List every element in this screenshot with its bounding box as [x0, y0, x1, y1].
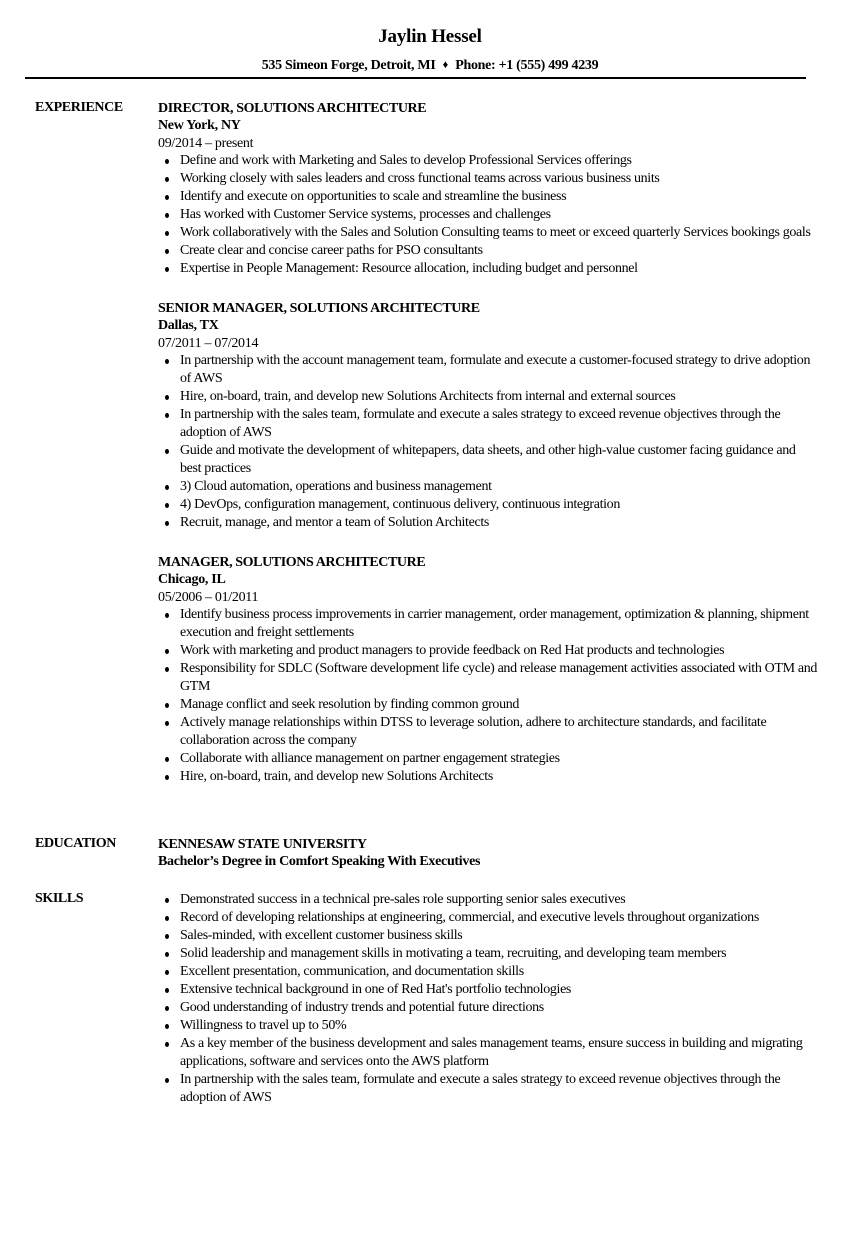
section-label-experience: EXPERIENCE	[35, 100, 123, 115]
school-name: KENNESAW STATE UNIVERSITY	[158, 837, 367, 852]
job-bullets	[158, 152, 818, 278]
bullet-item	[158, 768, 818, 786]
bullet-icon	[165, 195, 169, 200]
address: 535 Simeon Forge, Detroit, MI	[261, 58, 436, 73]
bullet-text: Work collaboratively with the Sales and Solution Consulting teams to meet or exceed quarterly Services bookings goals	[180, 225, 811, 240]
bullet-item	[158, 406, 818, 442]
bullet-item	[158, 388, 818, 406]
bullet-icon	[165, 267, 169, 272]
bullet-text: 3) Cloud automation, operations and business management	[180, 479, 492, 494]
job-entry	[158, 554, 818, 786]
bullet-item	[158, 660, 818, 696]
bullet-icon	[165, 359, 169, 364]
bullet-icon	[165, 916, 169, 921]
bullet-text: Collaborate with alliance management on partner engagement strategies	[180, 751, 560, 766]
bullet-text: Working closely with sales leaders and cross functional teams across various business units	[180, 171, 660, 186]
bullet-text: Has worked with Customer Service systems, processes and challenges	[180, 207, 551, 222]
skills-body	[158, 891, 818, 1107]
bullet-icon	[165, 1024, 169, 1029]
bullet-item	[158, 714, 818, 750]
bullet-item	[158, 188, 818, 206]
job-title: SENIOR MANAGER, SOLUTIONS ARCHITECTURE	[158, 301, 480, 316]
job-title: MANAGER, SOLUTIONS ARCHITECTURE	[158, 555, 426, 570]
bullet-item	[158, 260, 818, 278]
contact-line	[0, 58, 860, 74]
bullet-text: In partnership with the sales team, formulate and execute a sales strategy to exceed revenue objectives through the adoption of AWS	[180, 407, 781, 440]
job-title: DIRECTOR, SOLUTIONS ARCHITECTURE	[158, 101, 427, 116]
bullet-icon	[165, 521, 169, 526]
job-entry	[158, 300, 818, 532]
skill-text: Willingness to travel up to 50%	[180, 1018, 347, 1033]
bullet-item	[158, 224, 818, 242]
skill-item	[158, 909, 818, 927]
job-bullets	[158, 606, 818, 786]
skill-item	[158, 1071, 818, 1107]
skill-text: Sales-minded, with excellent customer business skills	[180, 928, 463, 943]
job-location: Chicago, IL	[158, 572, 226, 587]
header-divider	[25, 77, 806, 79]
bullet-text: Manage conflict and seek resolution by finding common ground	[180, 697, 520, 712]
bullet-text: Recruit, manage, and mentor a team of Solution Architects	[180, 515, 489, 530]
skill-text: Demonstrated success in a technical pre-sales role supporting senior sales executives	[180, 892, 626, 907]
bullet-item	[158, 478, 818, 496]
section-label-skills: SKILLS	[35, 891, 84, 906]
bullet-text: Define and work with Marketing and Sales to develop Professional Services offerings	[180, 153, 632, 168]
bullet-icon	[165, 898, 169, 903]
job-location: Dallas, TX	[158, 318, 219, 333]
bullet-item	[158, 206, 818, 224]
skill-item	[158, 981, 818, 999]
bullet-icon	[165, 1006, 169, 1011]
bullet-icon	[165, 775, 169, 780]
bullet-item	[158, 442, 818, 478]
bullet-icon	[165, 757, 169, 762]
bullet-item	[158, 642, 818, 660]
bullet-item	[158, 170, 818, 188]
skill-item	[158, 891, 818, 909]
bullet-icon	[165, 1078, 169, 1083]
skill-text: Excellent presentation, communication, and documentation skills	[180, 964, 524, 979]
bullet-icon	[165, 667, 169, 672]
bullet-icon	[165, 413, 169, 418]
skill-item	[158, 945, 818, 963]
bullet-text: Work with marketing and product managers to provide feedback on Red Hat products and technologies	[180, 643, 725, 658]
skill-item	[158, 999, 818, 1017]
bullet-text: In partnership with the account management team, formulate and execute a customer-focused strategy to drive adoption of AWS	[180, 353, 811, 386]
bullet-text: Guide and motivate the development of whitepapers, data sheets, and other high-value customer facing guidance and best practices	[180, 443, 796, 476]
skill-text: Good understanding of industry trends and potential future directions	[180, 1000, 544, 1015]
skill-item	[158, 1035, 818, 1071]
bullet-item	[158, 750, 818, 768]
bullet-icon	[165, 177, 169, 182]
skill-text: Record of developing relationships at engineering, commercial, and executive levels throughout organizations	[180, 910, 759, 925]
bullet-icon	[165, 721, 169, 726]
bullet-text: Hire, on-board, train, and develop new Solutions Architects	[180, 769, 493, 784]
diamond-separator-icon: ♦	[442, 59, 448, 71]
bullet-text: Actively manage relationships within DTSS to leverage solution, adhere to architecture standards, and facilitate collaboration across the company	[180, 715, 767, 748]
skill-item	[158, 1017, 818, 1035]
bullet-text: Identify business process improvements in carrier management, order management, optimization & planning, shipment execution and freight settlements	[180, 607, 809, 640]
experience-body	[158, 100, 818, 806]
bullet-icon	[165, 934, 169, 939]
bullet-item	[158, 514, 818, 532]
job-entry	[158, 100, 818, 278]
education-body	[158, 836, 818, 871]
skill-text: Solid leadership and management skills in motivating a team, recruiting, and developing team members	[180, 946, 727, 961]
degree: Bachelor’s Degree in Comfort Speaking With Executives	[158, 854, 481, 869]
skill-text: In partnership with the sales team, formulate and execute a sales strategy to exceed revenue objectives through the adoption of AWS	[180, 1072, 781, 1105]
bullet-text: Hire, on-board, train, and develop new Solutions Architects from internal and external sources	[180, 389, 676, 404]
bullet-item	[158, 606, 818, 642]
bullet-text: Responsibility for SDLC (Software development life cycle) and release management activities associated with OTM and GTM	[180, 661, 817, 694]
bullet-icon	[165, 613, 169, 618]
bullet-item	[158, 242, 818, 260]
section-label-education: EDUCATION	[35, 836, 116, 851]
bullet-text: 4) DevOps, configuration management, continuous delivery, continuous integration	[180, 497, 620, 512]
bullet-icon	[165, 503, 169, 508]
bullet-icon	[165, 649, 169, 654]
bullet-icon	[165, 159, 169, 164]
skill-text: As a key member of the business development and sales management teams, ensure success in building and migrating applications, software and services onto the AWS platform	[180, 1036, 803, 1069]
bullet-icon	[165, 249, 169, 254]
job-dates: 05/2006 – 01/2011	[158, 590, 259, 605]
job-dates: 07/2011 – 07/2014	[158, 336, 259, 351]
bullet-text: Create clear and concise career paths for PSO consultants	[180, 243, 483, 258]
bullet-icon	[165, 952, 169, 957]
bullet-icon	[165, 485, 169, 490]
skill-text: Extensive technical background in one of Red Hat's portfolio technologies	[180, 982, 572, 997]
phone: Phone: +1 (555) 499 4239	[455, 58, 599, 73]
skill-item	[158, 963, 818, 981]
bullet-item	[158, 352, 818, 388]
job-location: New York, NY	[158, 118, 241, 133]
bullet-item	[158, 152, 818, 170]
bullet-icon	[165, 970, 169, 975]
job-bullets	[158, 352, 818, 532]
bullet-text: Expertise in People Management: Resource allocation, including budget and personnel	[180, 261, 638, 276]
bullet-icon	[165, 703, 169, 708]
bullet-text: Identify and execute on opportunities to scale and streamline the business	[180, 189, 567, 204]
bullet-icon	[165, 213, 169, 218]
candidate-name: Jaylin Hessel	[378, 26, 482, 47]
bullet-item	[158, 696, 818, 714]
bullet-icon	[165, 449, 169, 454]
bullet-icon	[165, 395, 169, 400]
bullet-icon	[165, 988, 169, 993]
skills-list	[158, 891, 818, 1107]
bullet-icon	[165, 231, 169, 236]
bullet-item	[158, 496, 818, 514]
job-dates: 09/2014 – present	[158, 136, 254, 151]
skill-item	[158, 927, 818, 945]
bullet-icon	[165, 1042, 169, 1047]
